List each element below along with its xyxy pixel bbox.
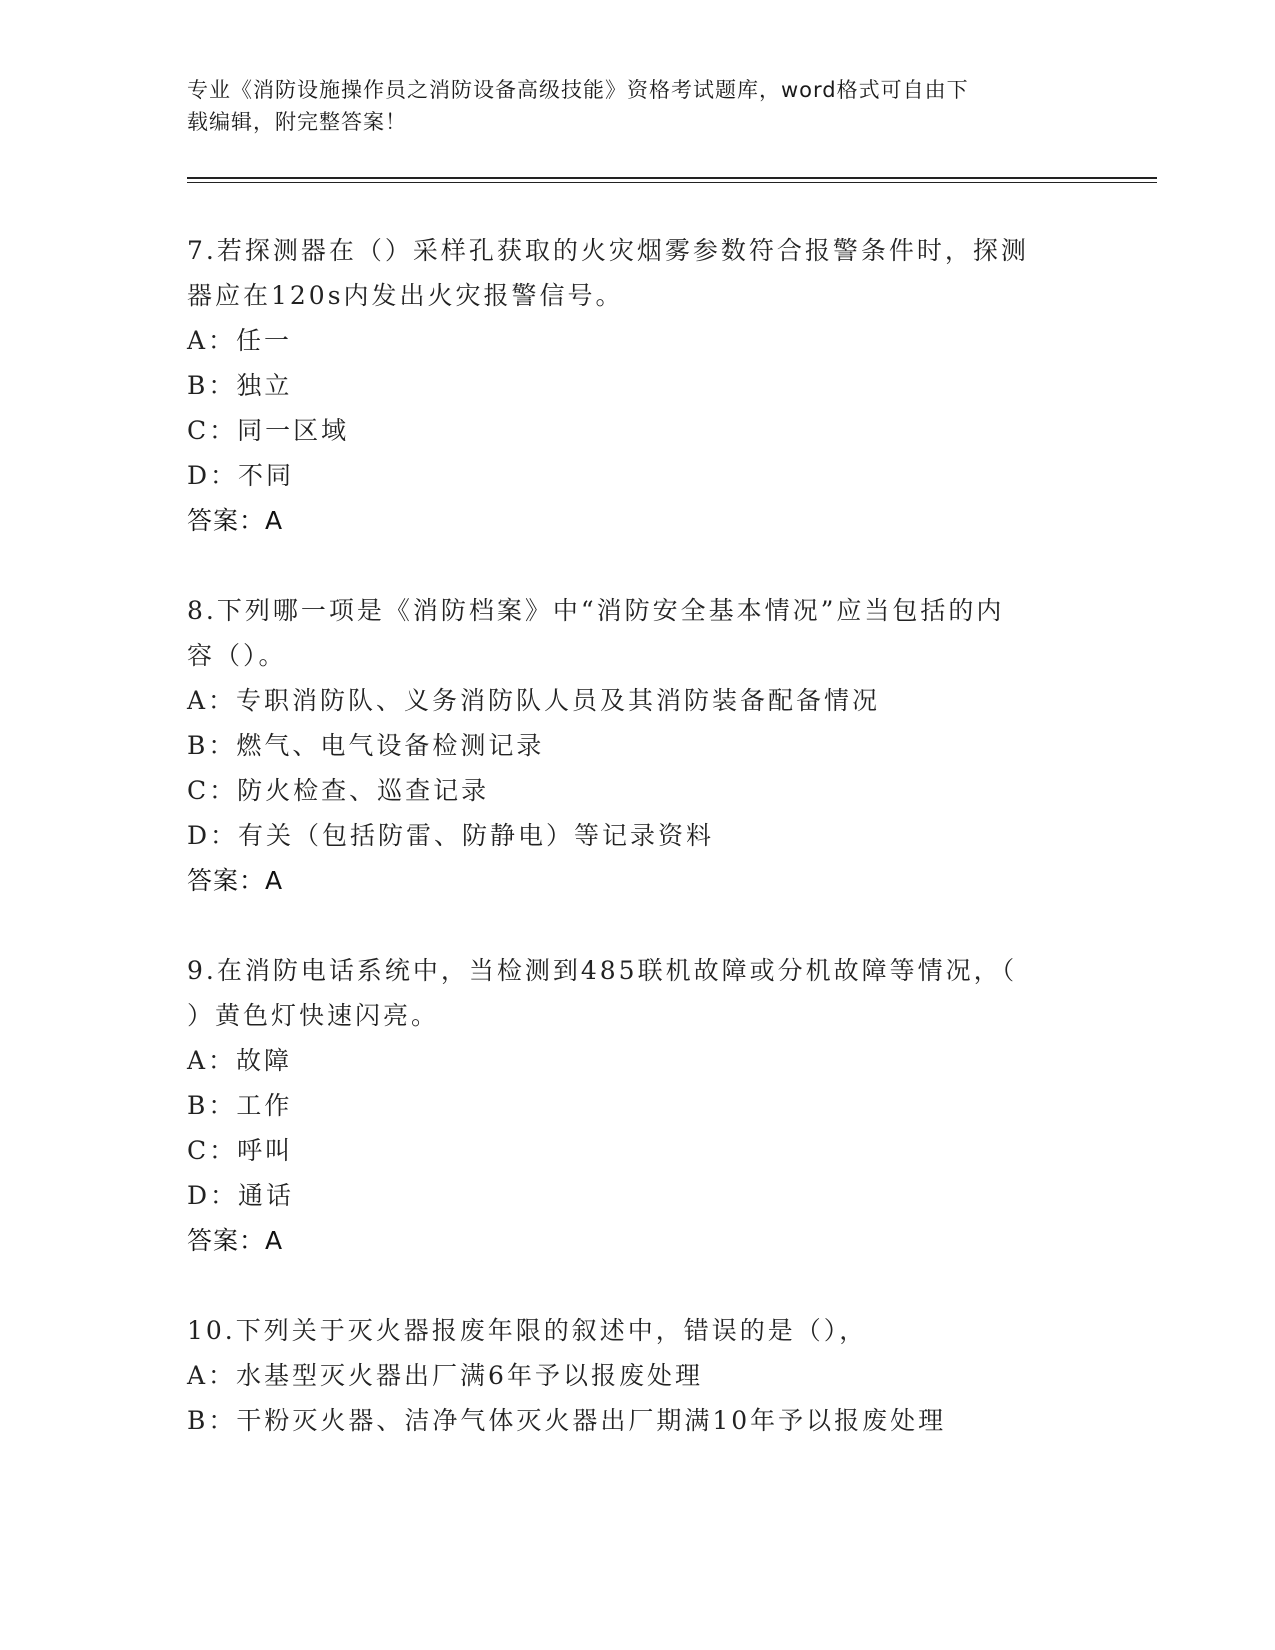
option-d: D：不同: [187, 461, 295, 490]
question-stem-line: 7.若探测器在（）采样孔获取的火灾烟雾参数符合报警条件时，探测: [187, 236, 1029, 265]
question-stem-line: ）黄色灯快速闪亮。: [187, 1001, 440, 1030]
question-stem-line: 10.下列关于灭火器报废年限的叙述中，错误的是（），: [187, 1316, 868, 1345]
option-d: D：通话: [187, 1181, 295, 1210]
answer-label: 答案：A: [187, 866, 284, 895]
option-b: B：干粉灭火器、洁净气体灭火器出厂期满10年予以报废处理: [187, 1406, 947, 1435]
option-a: A：专职消防队、义务消防队人员及其消防装备配备情况: [187, 686, 881, 715]
option-c: C：防火检查、巡查记录: [187, 776, 490, 805]
option-a: A：任一: [187, 326, 293, 355]
question-stem-line: 器应在120s内发出火灾报警信号。: [187, 281, 624, 310]
answer-label: 答案：A: [187, 506, 284, 535]
header-line-1: 专业《消防设施操作员之消防设备高级技能》资格考试题库，word格式可自由下: [187, 78, 969, 102]
option-b: B：工作: [187, 1091, 293, 1120]
option-a: A：水基型灭火器出厂满6年予以报废处理: [187, 1361, 703, 1390]
option-a: A：故障: [187, 1046, 293, 1075]
option-d: D：有关（包括防雷、防静电）等记录资料: [187, 821, 715, 850]
option-b: B：独立: [187, 371, 293, 400]
question-stem-line: 容（）。: [187, 641, 287, 670]
option-b: B：燃气、电气设备检测记录: [187, 731, 545, 760]
option-c: C：呼叫: [187, 1136, 294, 1165]
answer-label: 答案：A: [187, 1226, 284, 1255]
document-header: [187, 74, 1077, 138]
option-c: C：同一区域: [187, 416, 350, 445]
question-stem-line: 9.在消防电话系统中，当检测到485联机故障或分机故障等情况，（: [187, 956, 1018, 985]
header-divider-thick: [187, 177, 1157, 179]
header-line-2: 载编辑，附完整答案！: [187, 110, 407, 134]
header-divider-thin: [187, 182, 1157, 183]
question-stem-line: 8.下列哪一项是《消防档案》中“消防安全基本情况”应当包括的内: [187, 596, 1005, 625]
